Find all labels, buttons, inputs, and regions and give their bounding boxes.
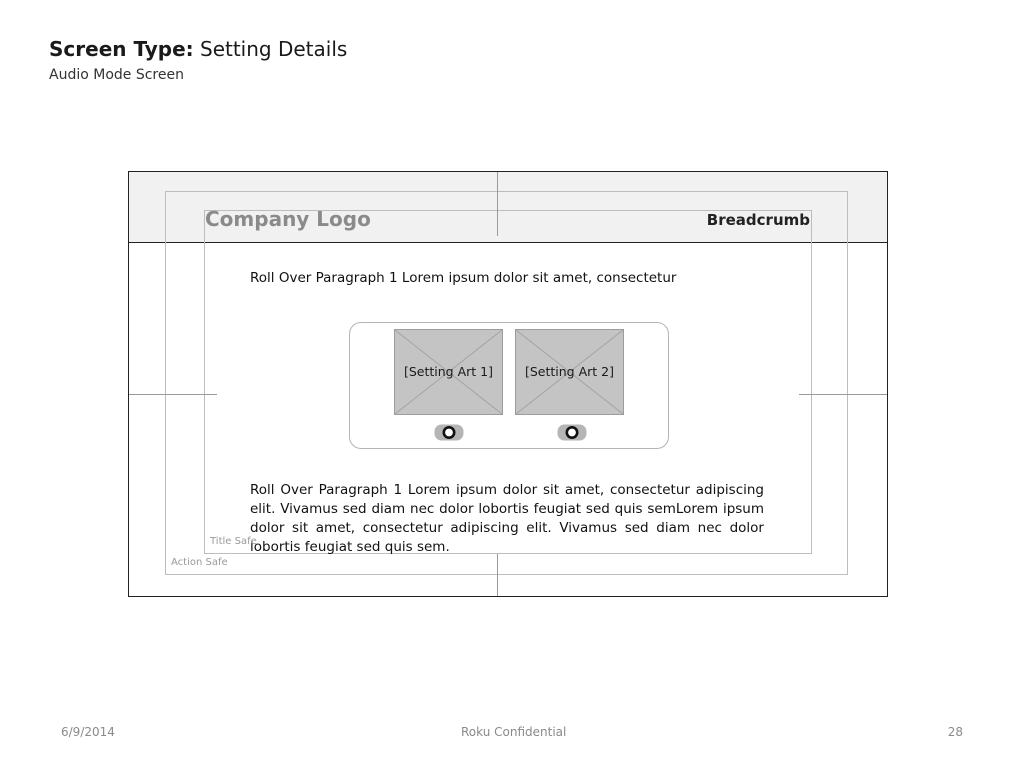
company-logo: Company Logo xyxy=(205,207,371,231)
slide-title xyxy=(49,36,347,62)
setting-1-radio[interactable] xyxy=(434,424,464,441)
center-guide-top xyxy=(497,172,498,236)
page-number: 28 xyxy=(947,725,963,739)
center-guide-left xyxy=(129,394,217,395)
center-guide-bottom xyxy=(497,554,498,597)
rollover-paragraph-2: Roll Over Paragraph 1 Lorem ipsum dolor sit amet, consectetur adipiscing elit. Vivamus sed diam nec dolor lobortis feugiat sed quis semLorem ipsum dolor sit amet, consectetur adipiscing elit. Vivamus sed diam nec dolor lobortis feugiat sed quis sem. xyxy=(250,482,764,555)
slide-subtitle: Audio Mode Screen xyxy=(49,67,184,83)
screen-type-label: Screen Type: xyxy=(49,37,194,61)
tv-screen-mockup xyxy=(128,171,888,597)
radio-button-icon xyxy=(434,424,464,441)
rollover-paragraph-1: Roll Over Paragraph 1 Lorem ipsum dolor sit amet, consectetur xyxy=(250,270,677,286)
footer-date: 6/9/2014 xyxy=(61,725,115,739)
center-guide-right xyxy=(799,394,888,395)
radio-button-icon xyxy=(557,424,587,441)
footer-confidential: Roku Confidential xyxy=(461,725,567,739)
setting-art-2[interactable] xyxy=(515,329,624,415)
setting-art-1-label: [Setting Art 1] xyxy=(403,364,493,379)
setting-art-2-label: [Setting Art 2] xyxy=(524,364,614,379)
setting-art-group xyxy=(349,322,669,449)
action-safe-label: Action Safe xyxy=(171,557,228,568)
setting-2-radio[interactable] xyxy=(557,424,587,441)
screen-type-value: Setting Details xyxy=(200,37,348,61)
title-safe-label: Title Safe xyxy=(210,536,257,547)
breadcrumb: Breadcrumb xyxy=(706,211,810,229)
setting-art-1[interactable] xyxy=(394,329,503,415)
